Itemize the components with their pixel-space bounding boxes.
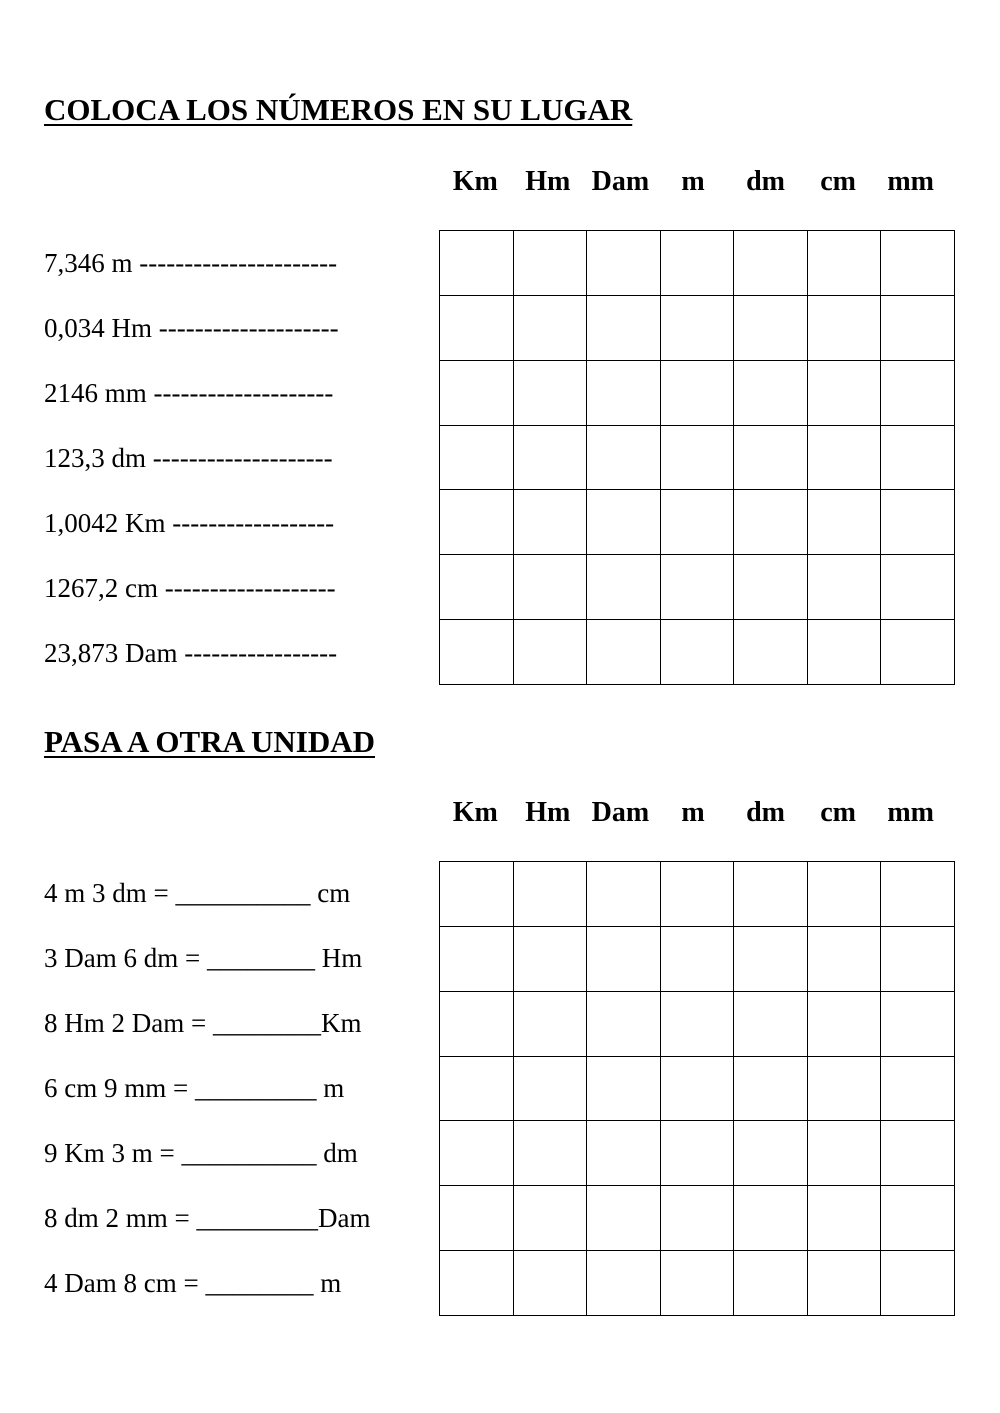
grid-cell[interactable] (587, 231, 661, 296)
grid-cell[interactable] (660, 991, 734, 1056)
unit-hm: Hm (525, 797, 571, 828)
grid-cell[interactable] (440, 555, 514, 620)
grid-cell[interactable] (513, 295, 587, 360)
grid-cell[interactable] (513, 862, 587, 927)
convert-units-item: 9 Km 3 m = __________ dm (44, 1138, 358, 1168)
grid-cell[interactable] (440, 620, 514, 685)
units-header-place-numbers (439, 166, 947, 202)
grid-cell[interactable] (587, 926, 661, 991)
grid-cell[interactable] (587, 555, 661, 620)
grid-cell[interactable] (734, 926, 808, 991)
grid-cell[interactable] (734, 1121, 808, 1186)
grid-cell[interactable] (807, 295, 881, 360)
grid-cell[interactable] (513, 490, 587, 555)
place-numbers-item: 23,873 Dam ----------------- (44, 638, 338, 668)
grid-cell[interactable] (660, 231, 734, 296)
grid-row (440, 862, 955, 927)
grid-cell[interactable] (734, 490, 808, 555)
section-title-place-numbers: COLOCA LOS NÚMEROS EN SU LUGAR (44, 92, 633, 127)
grid-cell[interactable] (734, 862, 808, 927)
grid-cell[interactable] (587, 295, 661, 360)
grid-row (440, 1121, 955, 1186)
grid-cell[interactable] (440, 1121, 514, 1186)
grid-cell[interactable] (734, 555, 808, 620)
grid-cell[interactable] (734, 360, 808, 425)
grid-cell[interactable] (513, 425, 587, 490)
unit-dam: Dam (591, 797, 650, 828)
grid-cell[interactable] (881, 231, 955, 296)
place-numbers-item: 7,346 m ---------------------- (44, 248, 338, 278)
grid-row (440, 231, 955, 296)
grid-cell[interactable] (881, 360, 955, 425)
grid-cell[interactable] (513, 231, 587, 296)
grid-cell[interactable] (440, 1056, 514, 1121)
grid-row (440, 490, 955, 555)
grid-cell[interactable] (807, 926, 881, 991)
convert-units-item: 4 m 3 dm = __________ cm (44, 878, 351, 908)
grid-cell[interactable] (587, 862, 661, 927)
unit-dm: dm (746, 166, 785, 197)
grid-cell[interactable] (587, 1121, 661, 1186)
unit-m: m (681, 166, 705, 197)
unit-mm: mm (887, 166, 935, 197)
grid-cell[interactable] (440, 991, 514, 1056)
grid-cell[interactable] (660, 1056, 734, 1121)
grid-cell[interactable] (587, 1056, 661, 1121)
place-numbers-item: 1,0042 Km ------------------ (44, 508, 335, 538)
place-numbers-item: 123,3 dm -------------------- (44, 443, 333, 473)
grid-cell[interactable] (881, 1186, 955, 1251)
grid-row (440, 1251, 955, 1316)
grid-cell[interactable] (660, 360, 734, 425)
grid-cell[interactable] (660, 425, 734, 490)
grid-row (440, 926, 955, 991)
unit-dm: dm (746, 797, 785, 828)
grid-row (440, 295, 955, 360)
unit-km: Km (452, 166, 498, 197)
grid-cell[interactable] (587, 490, 661, 555)
grid-cell[interactable] (440, 1186, 514, 1251)
grid-cell[interactable] (734, 1056, 808, 1121)
grid-cell[interactable] (807, 555, 881, 620)
grid-cell[interactable] (513, 1186, 587, 1251)
grid-cell[interactable] (881, 555, 955, 620)
grid-cell[interactable] (881, 1251, 955, 1316)
grid-cell[interactable] (660, 1186, 734, 1251)
grid-cell[interactable] (587, 1251, 661, 1316)
grid-cell[interactable] (807, 1186, 881, 1251)
convert-units-item: 6 cm 9 mm = _________ m (44, 1073, 345, 1103)
grid-cell[interactable] (807, 862, 881, 927)
grid-cell[interactable] (734, 1251, 808, 1316)
grid-cell[interactable] (513, 1251, 587, 1316)
convert-units-grid (439, 861, 955, 1316)
grid-cell[interactable] (440, 295, 514, 360)
grid-cell[interactable] (440, 425, 514, 490)
grid-cell[interactable] (734, 620, 808, 685)
grid-cell[interactable] (881, 1056, 955, 1121)
grid-cell[interactable] (513, 1056, 587, 1121)
grid-cell[interactable] (513, 926, 587, 991)
grid-cell[interactable] (881, 862, 955, 927)
grid-cell[interactable] (807, 490, 881, 555)
grid-cell[interactable] (660, 555, 734, 620)
grid-cell[interactable] (660, 490, 734, 555)
unit-m: m (681, 797, 705, 828)
grid-cell[interactable] (807, 425, 881, 490)
unit-mm: mm (887, 797, 935, 828)
unit-hm: Hm (525, 166, 571, 197)
grid-cell[interactable] (807, 991, 881, 1056)
grid-cell[interactable] (660, 926, 734, 991)
grid-cell[interactable] (881, 295, 955, 360)
grid-cell[interactable] (734, 231, 808, 296)
grid-cell[interactable] (660, 1251, 734, 1316)
grid-cell[interactable] (734, 425, 808, 490)
convert-units-item: 3 Dam 6 dm = ________ Hm (44, 943, 363, 973)
grid-cell[interactable] (660, 862, 734, 927)
grid-cell[interactable] (734, 1186, 808, 1251)
grid-row (440, 991, 955, 1056)
grid-cell[interactable] (881, 425, 955, 490)
grid-row (440, 360, 955, 425)
grid-cell[interactable] (440, 1251, 514, 1316)
place-numbers-item: 2146 mm -------------------- (44, 378, 334, 408)
grid-cell[interactable] (513, 620, 587, 685)
grid-cell[interactable] (881, 1121, 955, 1186)
grid-cell[interactable] (807, 1121, 881, 1186)
grid-cell[interactable] (587, 1186, 661, 1251)
grid-cell[interactable] (881, 620, 955, 685)
unit-km: Km (452, 797, 498, 828)
grid-cell[interactable] (807, 360, 881, 425)
place-numbers-item: 0,034 Hm -------------------- (44, 313, 339, 343)
grid-cell[interactable] (440, 862, 514, 927)
grid-cell[interactable] (513, 991, 587, 1056)
grid-cell[interactable] (807, 1251, 881, 1316)
grid-cell[interactable] (807, 1056, 881, 1121)
grid-cell[interactable] (587, 425, 661, 490)
convert-units-item: 4 Dam 8 cm = ________ m (44, 1268, 342, 1298)
unit-cm: cm (820, 797, 856, 828)
grid-cell[interactable] (513, 1121, 587, 1186)
grid-row (440, 1056, 955, 1121)
grid-cell[interactable] (881, 490, 955, 555)
unit-cm: cm (820, 166, 856, 197)
grid-cell[interactable] (734, 295, 808, 360)
grid-cell[interactable] (587, 620, 661, 685)
grid-row (440, 620, 955, 685)
convert-units-item: 8 Hm 2 Dam = ________Km (44, 1008, 362, 1038)
place-numbers-grid (439, 230, 955, 685)
grid-cell[interactable] (513, 360, 587, 425)
grid-cell[interactable] (587, 360, 661, 425)
units-header-convert-units (439, 797, 947, 833)
convert-units-item: 8 dm 2 mm = _________Dam (44, 1203, 371, 1233)
grid-cell[interactable] (881, 926, 955, 991)
grid-cell[interactable] (440, 231, 514, 296)
place-numbers-item: 1267,2 cm ------------------- (44, 573, 336, 603)
grid-cell[interactable] (734, 991, 808, 1056)
grid-cell[interactable] (660, 295, 734, 360)
grid-cell[interactable] (807, 231, 881, 296)
grid-row (440, 425, 955, 490)
grid-cell[interactable] (513, 555, 587, 620)
grid-row (440, 555, 955, 620)
unit-dam: Dam (591, 166, 650, 197)
grid-cell[interactable] (881, 991, 955, 1056)
grid-cell[interactable] (440, 490, 514, 555)
grid-cell[interactable] (807, 620, 881, 685)
grid-row (440, 1186, 955, 1251)
grid-cell[interactable] (440, 360, 514, 425)
grid-cell[interactable] (587, 991, 661, 1056)
grid-cell[interactable] (660, 1121, 734, 1186)
grid-cell[interactable] (660, 620, 734, 685)
section-title-convert-units: PASA A OTRA UNIDAD (44, 724, 376, 759)
grid-cell[interactable] (440, 926, 514, 991)
